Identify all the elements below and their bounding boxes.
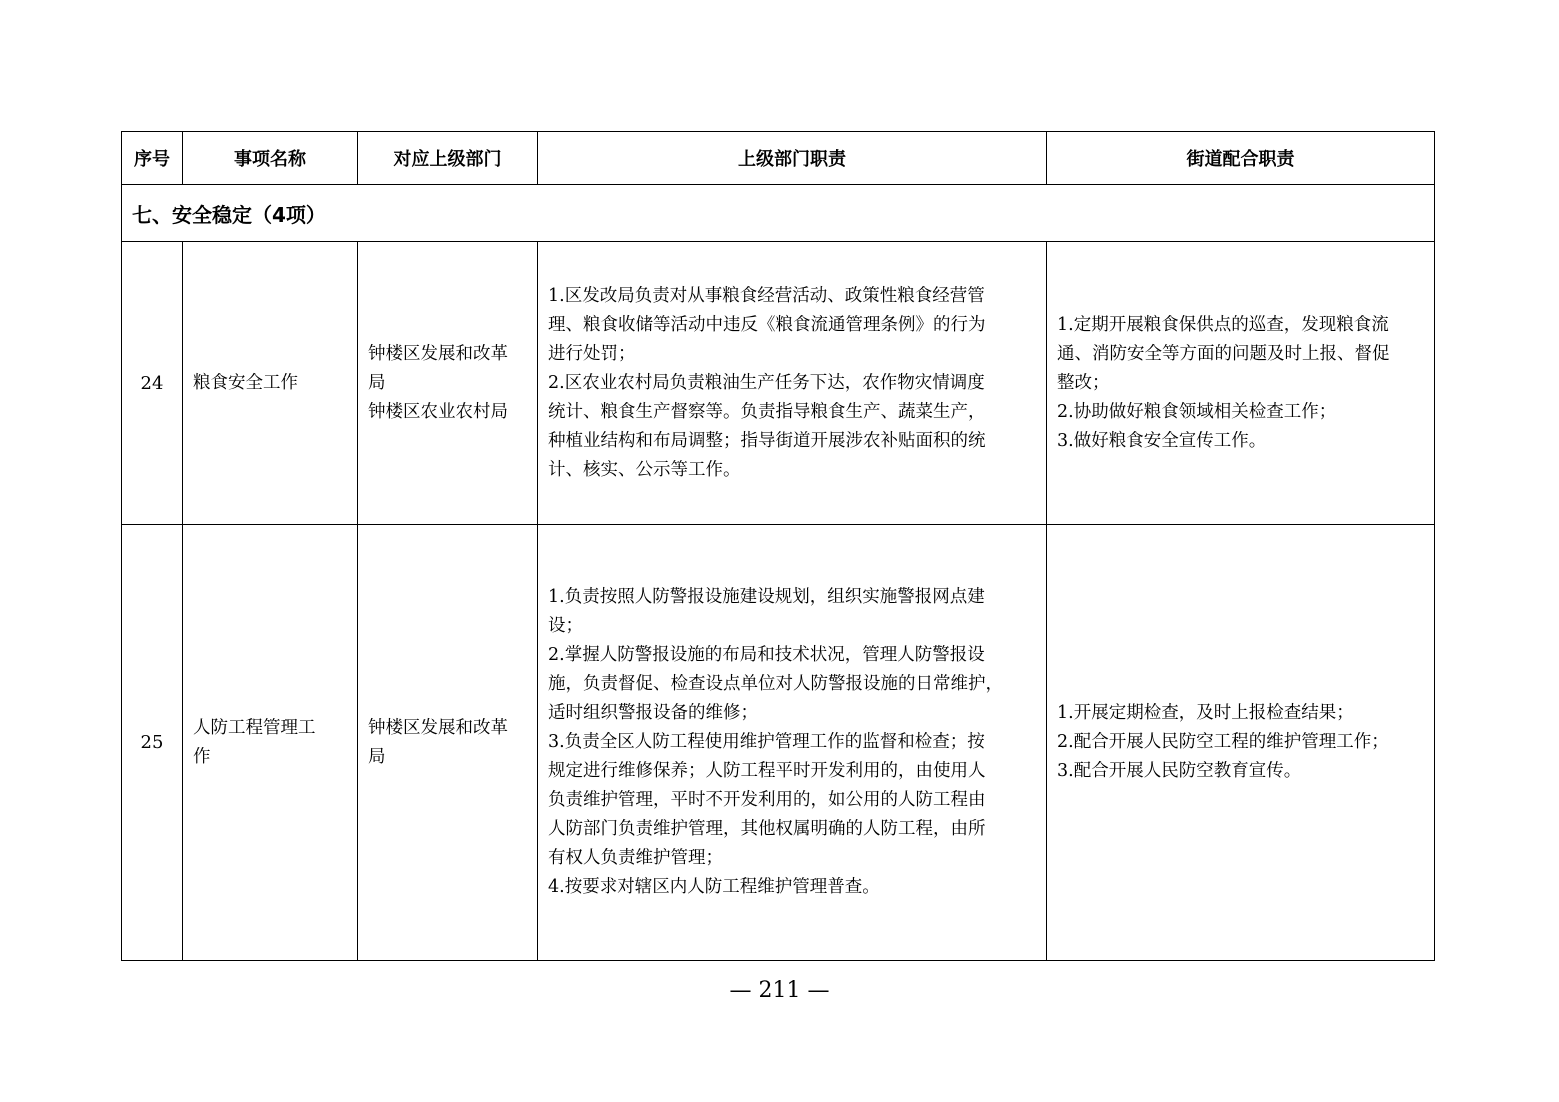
- responsibility-line: 人防部门负责维护管理，其他权属明确的人防工程，由所: [548, 819, 986, 839]
- responsibility-line: 适时组织警报设备的维修；: [548, 703, 758, 723]
- responsibility-line: 计、核实、公示等工作。: [548, 459, 741, 480]
- header-upper-department: 对应上级部门: [358, 132, 538, 185]
- table-row: [122, 525, 1435, 961]
- item-name-line: 粮食安全工作: [193, 372, 298, 393]
- row-number: 24: [122, 242, 183, 525]
- upper-responsibility: [538, 242, 1047, 525]
- responsibility-line: 1.负责按照人防警报设施建设规划，组织实施警报网点建: [548, 587, 985, 607]
- responsibility-line: 统计、粮食生产督察等。负责指导粮食生产、蔬菜生产，: [548, 401, 986, 422]
- street-duty-line: 2.协助做好粮食领域相关检查工作；: [1057, 401, 1337, 422]
- header-item-name: 事项名称: [183, 132, 358, 185]
- responsibility-line: 进行处罚；: [548, 343, 636, 364]
- table-row: [122, 242, 1435, 525]
- item-name-line: 人防工程管理工: [193, 717, 316, 738]
- responsibility-line: 设；: [548, 616, 583, 636]
- item-name: [183, 525, 358, 961]
- section-row: [122, 185, 1435, 242]
- street-duty-line: 2.配合开展人民防空工程的维护管理工作；: [1057, 732, 1389, 752]
- street-duty-line: 3.配合开展人民防空教育宣传。: [1057, 761, 1302, 781]
- upper-department: [358, 242, 538, 525]
- upper-department: [358, 525, 538, 961]
- street-duty-line: 3.做好粮食安全宣传工作。: [1057, 430, 1267, 451]
- street-responsibility: [1047, 525, 1435, 961]
- item-name-line: 作: [193, 746, 211, 767]
- responsibility-line: 2.区农业农村局负责粮油生产任务下达，农作物灾情调度: [548, 372, 985, 393]
- street-duty-line: 整改；: [1057, 372, 1110, 393]
- responsibility-table: [121, 131, 1435, 961]
- responsibility-line: 3.负责全区人防工程使用维护管理工作的监督和检查；按: [548, 732, 985, 752]
- header-upper-responsibility: 上级部门职责: [538, 132, 1047, 185]
- row-number: 25: [122, 525, 183, 961]
- responsibility-line: 1.区发改局负责对从事粮食经营活动、政策性粮食经营管: [548, 285, 985, 306]
- department-line: 局: [368, 746, 386, 767]
- header-serial-number: 序号: [122, 132, 183, 185]
- section-title: 七、安全稳定（4项）: [122, 185, 1435, 242]
- responsibility-line: 有权人负责维护管理；: [548, 848, 723, 868]
- responsibility-line: 4.按要求对辖区内人防工程维护管理普查。: [548, 877, 880, 897]
- street-duty-line: 通、消防安全等方面的问题及时上报、督促: [1057, 343, 1390, 364]
- header-street-responsibility: 街道配合职责: [1047, 132, 1435, 185]
- street-duty-line: 1.定期开展粮食保供点的巡查，发现粮食流: [1057, 314, 1389, 335]
- department-line: 钟楼区农业农村局: [368, 401, 508, 422]
- responsibility-line: 负责维护管理，平时不开发利用的，如公用的人防工程由: [548, 790, 986, 810]
- street-duty-line: 1.开展定期检查，及时上报检查结果；: [1057, 703, 1354, 723]
- page-number: — 211 —: [729, 978, 830, 1003]
- department-line: 钟楼区发展和改革: [368, 343, 508, 364]
- responsibility-line: 种植业结构和布局调整；指导街道开展涉农补贴面积的统: [548, 430, 986, 451]
- responsibility-line: 2.掌握人防警报设施的布局和技术状况，管理人防警报设: [548, 645, 985, 665]
- responsibility-line: 施，负责督促、检查设点单位对人防警报设施的日常维护，: [548, 674, 1003, 694]
- department-line: 钟楼区发展和改革: [368, 717, 508, 738]
- street-responsibility: [1047, 242, 1435, 525]
- responsibility-line: 理、粮食收储等活动中违反《粮食流通管理条例》的行为: [548, 314, 986, 335]
- department-line: 局: [368, 372, 386, 393]
- responsibility-line: 规定进行维修保养；人防工程平时开发利用的，由使用人: [548, 761, 986, 781]
- upper-responsibility: [538, 525, 1047, 961]
- item-name: [183, 242, 358, 525]
- table-header-row: [122, 132, 1435, 185]
